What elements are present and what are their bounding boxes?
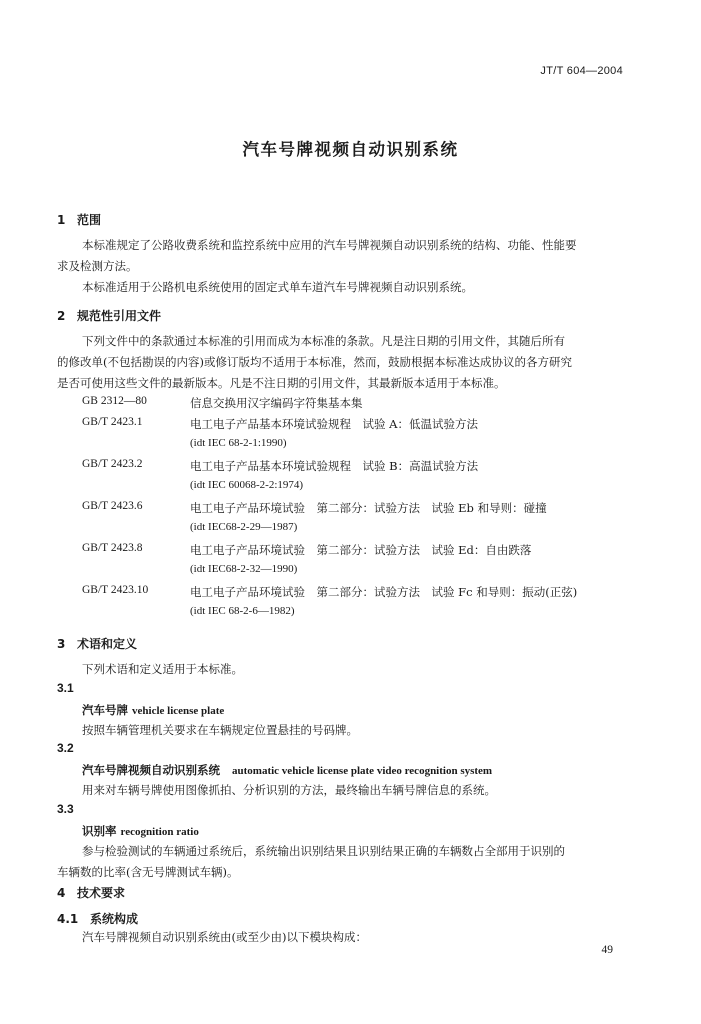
- reference-code: GB/T 2423.6: [82, 500, 143, 512]
- term-definition: 按照车辆管理机关要求在车辆规定位置悬挂的号码牌。: [82, 723, 358, 737]
- section-number: 3: [57, 637, 66, 651]
- section-2-intro-line-1: 下列文件中的条款通过本标准的引用而成为本标准的条款。凡是注日期的引用文件，其随后所有: [82, 334, 565, 348]
- term-name: [82, 702, 224, 718]
- standard-code: JT/T 604—2004: [540, 65, 623, 77]
- page-number: 49: [601, 944, 613, 956]
- term-number: 3.2: [57, 741, 74, 755]
- section-title: 规范性引用文件: [77, 309, 162, 323]
- section-2-intro-line-3: 是否可使用这些文件的最新版本。凡是不注日期的引用文件，其最新版本适用于本标准。: [57, 376, 506, 390]
- subsection-4-1-heading: [57, 910, 138, 927]
- section-1-para-1-line-2: 求及检测方法。: [57, 259, 138, 273]
- reference-title: 电工电子产品基本环境试验规程 试验 A：低温试验方法: [190, 417, 478, 431]
- reference-idt: (idt IEC 68-2-1:1990): [190, 437, 287, 449]
- term-name-zh: 汽车号牌视频自动识别系统: [82, 763, 220, 777]
- section-number: 2: [57, 309, 66, 323]
- section-number: 4: [57, 886, 66, 900]
- section-4-heading: [57, 884, 125, 901]
- page-title: 汽车号牌视频自动识别系统: [242, 140, 459, 159]
- term-name-en: recognition ratio: [120, 826, 199, 838]
- reference-title: 电工电子产品环境试验 第二部分：试验方法 试验 Eb 和导则：碰撞: [190, 501, 547, 515]
- section-3-heading: [57, 635, 137, 652]
- reference-code: GB/T 2423.2: [82, 458, 143, 470]
- section-title: 范围: [77, 213, 102, 227]
- reference-title: 电工电子产品环境试验 第二部分：试验方法 试验 Ed：自由跌落: [190, 543, 532, 557]
- reference-idt: (idt IEC 60068-2-2:1974): [190, 479, 304, 491]
- reference-code: GB/T 2423.8: [82, 542, 143, 554]
- section-1-para-2: 本标准适用于公路机电系统使用的固定式单车道汽车号牌视频自动识别系统。: [82, 280, 473, 294]
- reference-code: GB/T 2423.1: [82, 416, 143, 428]
- subsection-4-1-para: 汽车号牌视频自动识别系统由(或至少由)以下模块构成：: [82, 930, 367, 944]
- reference-title: 信息交换用汉字编码字符集基本集: [190, 396, 363, 410]
- reference-idt: (idt IEC68-2-29—1987): [190, 521, 298, 533]
- term-definition-line-2: 车辆数的比率(含无号牌测试车辆)。: [57, 865, 239, 879]
- reference-title: 电工电子产品环境试验 第二部分：试验方法 试验 Fc 和导则：振动(正弦): [190, 585, 578, 599]
- subsection-number: 4.1: [57, 912, 79, 926]
- section-3-intro: 下列术语和定义适用于本标准。: [82, 662, 243, 676]
- reference-idt: (idt IEC 68-2-6—1982): [190, 605, 295, 617]
- reference-code: GB/T 2423.10: [82, 584, 149, 596]
- section-2-intro-line-2: 的修改单(不包括勘误的内容)或修订版均不适用于本标准，然而，鼓励根据本标准达成协议的各方研究: [57, 355, 572, 369]
- reference-idt: (idt IEC68-2-32—1990): [190, 563, 298, 575]
- subsection-title: 系统构成: [90, 912, 139, 926]
- term-definition-line-1: 参与检验测试的车辆通过系统后，系统输出识别结果且识别结果正确的车辆数占全部用于识别的: [82, 844, 565, 858]
- term-name: [82, 823, 199, 839]
- term-name: [82, 762, 492, 778]
- section-title: 术语和定义: [77, 637, 138, 651]
- section-title: 技术要求: [77, 886, 126, 900]
- reference-title: 电工电子产品基本环境试验规程 试验 B：高温试验方法: [190, 459, 479, 473]
- section-number: 1: [57, 213, 66, 227]
- term-number: 3.3: [57, 802, 74, 816]
- term-name-zh: 汽车号牌: [82, 703, 128, 717]
- reference-code: GB 2312—80: [82, 395, 147, 407]
- term-name-en: automatic vehicle license plate video recognition system: [232, 765, 493, 777]
- section-1-heading: [57, 211, 101, 228]
- section-1-para-1-line-1: 本标准规定了公路收费系统和监控系统中应用的汽车号牌视频自动识别系统的结构、功能、性能要: [82, 238, 577, 252]
- term-definition: 用来对车辆号牌使用图像抓拍、分析识别的方法，最终输出车辆号牌信息的系统。: [82, 783, 496, 797]
- term-number: 3.1: [57, 681, 74, 695]
- section-2-heading: [57, 307, 161, 324]
- term-name-zh: 识别率: [82, 824, 117, 838]
- term-name-en: vehicle license plate: [132, 705, 225, 717]
